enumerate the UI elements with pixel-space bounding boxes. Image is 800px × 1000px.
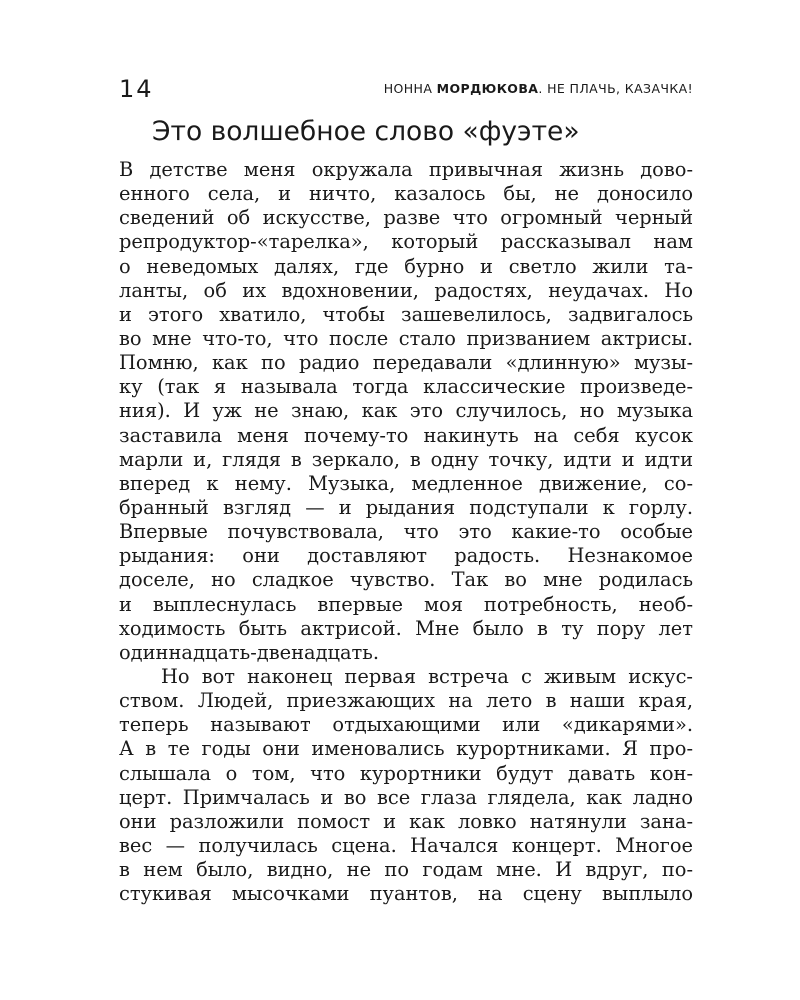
author-first-name: НОННА	[383, 81, 437, 96]
text-line: В детстве меня окружала привычная жизнь дово-	[119, 158, 693, 181]
text-line: вперед к нему. Музыка, медленное движение, со-	[119, 471, 693, 495]
text-line: А в те годы они именовались курортниками. Я про-	[119, 737, 693, 761]
author-last-name: МОРДЮКОВА	[436, 81, 539, 96]
text-line: ния). И уж не знаю, как это случилось, но музыка	[119, 399, 693, 423]
text-line: сведений об искусстве, разве что огромный черный	[119, 206, 693, 230]
text-line: и выплеснулась впервые моя потребность, необ-	[119, 592, 693, 616]
text-line: теперь называют отдыхающими или «дикарями».	[119, 713, 693, 737]
text-line: Помню, как по радио передавали «длинную» музы-	[119, 351, 693, 375]
text-line: репродуктор-«тарелка», который рассказывал нам	[119, 230, 693, 254]
text-line: Впервые почувствовала, что это какие-то особые	[119, 520, 693, 544]
text-line: церт. Примчалась и во все глаза глядела, как ладно	[119, 785, 693, 809]
text-line: марли и, глядя в зеркало, в одну точку, идти и идти	[119, 447, 693, 471]
running-title	[384, 80, 693, 98]
text-line: ланты, об их вдохновении, радостях, неудачах. Но	[119, 278, 693, 302]
paragraph-2	[119, 665, 693, 906]
chapter-title: Это волшебное слово «фуэте»	[152, 116, 580, 147]
text-line: заставила меня почему-то накинуть на себя кусок	[119, 423, 693, 447]
running-head	[119, 74, 693, 104]
text-line: слышала о том, что курортники будут давать кон-	[119, 761, 693, 785]
text-line: стукивая мысочками пуантов, на сцену выплыло	[119, 882, 693, 906]
text-line: о неведомых далях, где бурно и светло жили та-	[119, 254, 693, 278]
book-title: . НЕ ПЛАЧЬ, КАЗАЧКА!	[538, 81, 693, 96]
text-line: доселе, но сладкое чувство. Так во мне родилась	[119, 568, 693, 592]
text-line: ку (так я называла тогда классические произведе-	[119, 375, 693, 399]
body-text	[119, 158, 693, 906]
text-line: Но вот наконец первая встреча с живым искус-	[161, 664, 693, 688]
paragraph-1	[119, 158, 693, 665]
text-line: и этого хватило, чтобы зашевелилось, задвигалось	[119, 302, 693, 326]
text-line: одиннадцать-двенадцать.	[119, 640, 379, 664]
text-line: бранный взгляд — и рыдания подступали к горлу.	[119, 495, 693, 519]
text-line: енного села, и ничто, казалось бы, не доносило	[119, 182, 693, 206]
page-number: 14	[119, 75, 154, 103]
text-line: они разложили помост и как ловко натянули зана-	[119, 809, 693, 833]
text-line: ством. Людей, приезжающих на лето в наши края,	[119, 689, 693, 713]
text-line: во мне что-то, что после стало призванием актрисы.	[119, 326, 693, 350]
text-line: рыдания: они доставляют радость. Незнакомое	[119, 544, 693, 568]
text-line: ходимость быть актрисой. Мне было в ту пору лет	[119, 616, 693, 640]
text-line: вес — получилась сцена. Начался концерт. Многое	[119, 833, 693, 857]
text-line: в нем было, видно, не по годам мне. И вдруг, по-	[119, 858, 693, 882]
